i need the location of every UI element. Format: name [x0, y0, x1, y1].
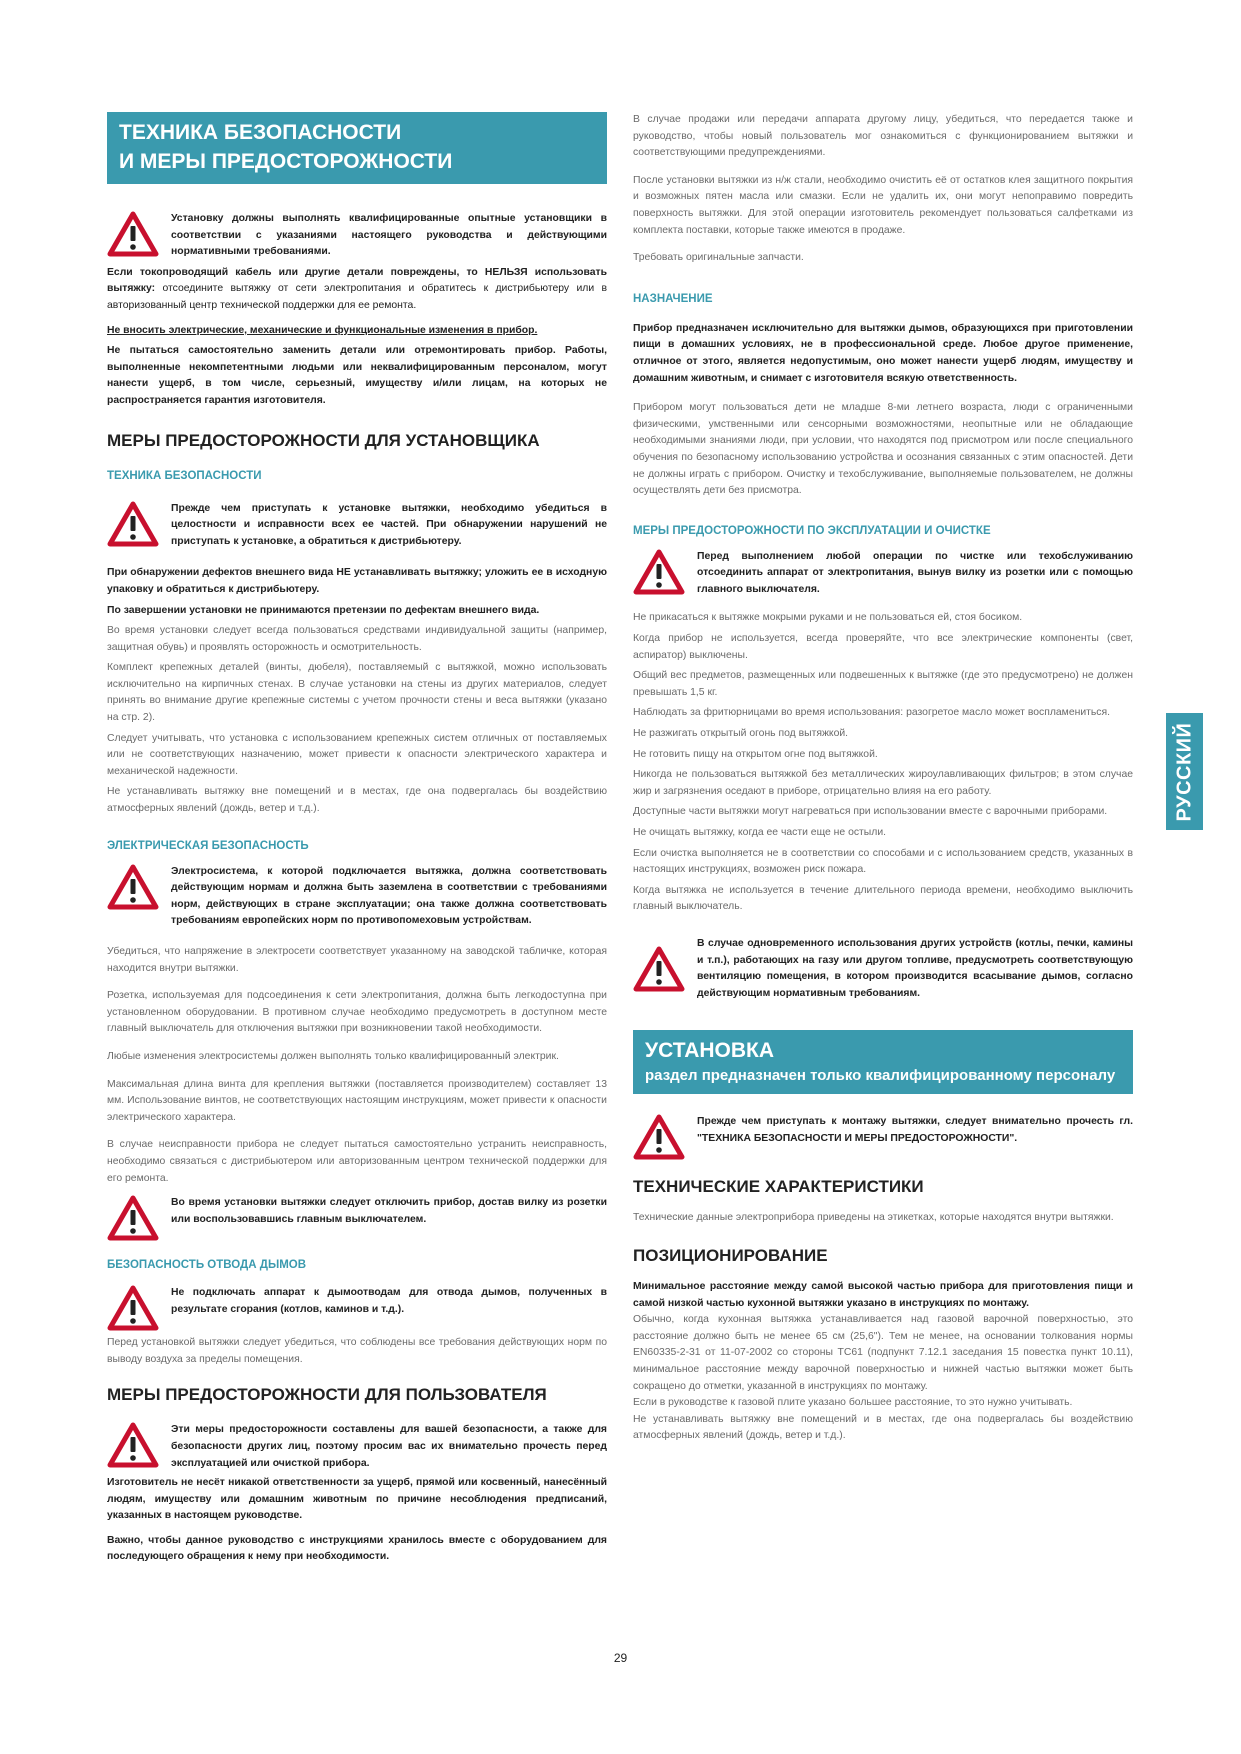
- paragraph: После установки вытяжки из н/ж стали, необходимо очистить её от остатков клея защитного покрытия и возможных пятен масла или смазки. Если не удалить их, они могут непоправимо повредить поверхность вытяжки. Для этой операции изготовитель рекомендует пользоваться салфетками из комплекта поставки, которые также имеются в продаже.: [633, 174, 1133, 236]
- subheading-smoke: БЕЗОПАСНОСТЬ ОТВОДА ДЫМОВ: [107, 1259, 307, 1272]
- language-tab-label: РУССКИЙ: [1173, 722, 1195, 821]
- warning-text: Установку должны выполнять квалифицированные опытные установщики в соответствии с указаниями настоящего руководства и действующими нормативными требованиями.: [171, 213, 607, 258]
- warning-block: [633, 1114, 1133, 1160]
- paragraph: Не очищать вытяжку, когда ее части еще не остыли.: [633, 827, 887, 838]
- paragraph: По завершении установки не принимаются претензии по дефектам внешнего вида.: [107, 604, 540, 616]
- paragraph: Прибор предназначен исключительно для вытяжки дымов, образующихся при приготовлении пищи в домашних условиях, не в профессиональной среде. Любое другое применение, отличное от этого, является недопустимым, оно может нанести ущерб людям, имуществу и домашним животным, и снимает с изготовителя всякую ответственность.: [633, 322, 1133, 384]
- subheading-safety: ТЕХНИКА БЕЗОПАСНОСТИ: [107, 469, 262, 482]
- paragraph: Убедиться, что напряжение в электросети соответствует указанному на заводской табличке, которая находится внутри вытяжки.: [107, 946, 607, 974]
- paragraph-bold: Если токопроводящий кабель или другие детали повреждены, то НЕЛЬЗЯ использовать вытяжку:: [107, 266, 607, 295]
- warning-block: [107, 1285, 607, 1331]
- warning-block: [107, 864, 607, 930]
- paragraph: Не устанавливать вытяжку вне помещений и в местах, где она подвергалась бы воздействию атмосферных явлений (дождь, ветер и т.д.).: [633, 1413, 1133, 1442]
- section-title-installation: [633, 1030, 1133, 1094]
- warning-text: В случае одновременного использования других устройств (котлы, печки, камины и т.п.), работающих на газу или другом топливе, предусмотреть соответствующую вентиляцию помещения, в котором производится всасывание дымов, согласно действующим нормативным требованиям.: [697, 937, 1133, 999]
- paragraph: Когда вытяжка не используется в течение длительного периода времени, необходимо выключить главный выключатель.: [633, 884, 1133, 913]
- paragraph: Никогда не пользоваться вытяжкой без металлических жироулавливающих фильтров; в этом случае жир и загрязнения оседают в приборе, отрицательно влияя на его работу.: [633, 769, 1133, 797]
- warning-text: Во время установки вытяжки следует отключить прибор, достав вилку из розетки или воспользовавшись главным выключателем.: [171, 1197, 607, 1225]
- subheading-operation: МЕРЫ ПРЕДОСТОРОЖНОСТИ ПО ЭКСПЛУАТАЦИИ И ОЧИСТКЕ: [633, 524, 991, 537]
- paragraph: Требовать оригинальные запчасти.: [633, 252, 804, 264]
- paragraph: Обычно, когда кухонная вытяжка устанавливается над газовой варочной поверхностью, это расстояние должно быть не менее 65 см (25,6"). Тем не менее, на основании толкования нормы EN60335-2-31 от 11-07-2002 со стороны TC61 (подпункт 7.12.1 заседания 15 повестка пункт 10.11), минимальное расстояние между варочной поверхностью и нижней частью вытяжки может быть сокращено до отметки, указанной в инструкциях по монтажу.: [633, 1314, 1133, 1392]
- heading-tech: ТЕХНИЧЕСКИЕ ХАРАКТЕРИСТИКИ: [633, 1177, 924, 1197]
- warning-triangle-icon: [107, 1195, 159, 1241]
- paragraph: Если в руководстве к газовой плите указано большее расстояние, то это нужно учитывать.: [633, 1397, 1073, 1409]
- paragraph-rest: отсоедините вытяжку от сети электропитания и обратитесь к дистрибьютеру или в авторизованный центр технической поддержки для ее ремонта.: [107, 283, 607, 311]
- paragraph: Во время установки следует всегда пользоваться средствами индивидуальной защиты (например, защитная обувь) и проявлять осторожность и осмотрительность.: [107, 625, 607, 653]
- section-title-text: УСТАНОВКА: [645, 1039, 775, 1063]
- warning-triangle-icon: [633, 549, 685, 595]
- warning-triangle-icon: [107, 1422, 159, 1468]
- warning-triangle-icon: [107, 211, 159, 257]
- subheading-purpose: НАЗНАЧЕНИЕ: [633, 292, 713, 305]
- warning-block: [633, 549, 1133, 599]
- paragraph: Перед установкой вытяжки следует убедиться, что соблюдены все требования действующих норм по выводу воздуха за пределы помещения.: [107, 1337, 607, 1365]
- paragraph: В случае неисправности прибора не следует пытаться самостоятельно устранить неисправность, необходимо связаться с дистрибьютером или авторизованным центром технической поддержки для его ремонта.: [107, 1139, 607, 1184]
- subheading-electric: ЭЛЕКТРИЧЕСКАЯ БЕЗОПАСНОСТЬ: [107, 839, 309, 852]
- paragraph: Комплект крепежных деталей (винты, дюбеля), поставляемый с вытяжкой, можно использовать исключительно на кирпичных стенах. В случае установки на стены из других материалов, следует принять во внимание другие крепежные системы с учетом прочности стены и веса вытяжки (указано на стр. 2).: [107, 662, 607, 724]
- left-column: [107, 112, 607, 1566]
- warning-block: [107, 211, 607, 261]
- warning-text: Прежде чем приступать к установке вытяжки, необходимо убедиться в целостности и исправности всех ее частей. При обнаружении нарушений не приступать к установке, а обратиться к дистрибьютеру.: [171, 502, 607, 547]
- paragraph: В случае продажи или передачи аппарата другому лицу, убедиться, что передается также и руководство, чтобы новый пользователь мог ознакомиться с функционированием вытяжки и соответствующими предупреждениями.: [633, 114, 1133, 159]
- paragraph: Следует учитывать, что установка с использованием крепежных систем отличных от поставляемых или не соответствующих назначению, может привести к опасности электрического характера и механической надежности.: [107, 732, 607, 777]
- warning-triangle-icon: [633, 946, 685, 992]
- paragraph: Не вносить электрические, механические и функциональные изменения в прибор.: [107, 324, 538, 336]
- paragraph: Если очистка выполняется не в соответствии со способами и с использованием средств, указанных в настоящих инструкциях, возможен риск пожара.: [633, 847, 1133, 876]
- section-title-text: ТЕХНИКА БЕЗОПАСНОСТИ И МЕРЫ ПРЕДОСТОРОЖНОСТИ: [119, 121, 453, 173]
- language-tab: [1166, 713, 1203, 830]
- warning-triangle-icon: [107, 1285, 159, 1331]
- warning-text: Не подключать аппарат к дымоотводам для отвода дымов, полученных в результате сгорания (котлов, каминов и т.д.).: [171, 1287, 607, 1315]
- paragraph: Доступные части вытяжки могут нагреваться при использовании вместе с варочными приборами.: [633, 806, 1108, 818]
- paragraph: Не пытаться самостоятельно заменить детали или отремонтировать прибор. Работы, выполненные некомпетентными людьми или неквалифицированным персоналом, могут нанести ущерб, в том числе, серьезный, имуществу и/или лицам, на которых не распространяется гарантия изготовителя.: [107, 345, 607, 406]
- paragraph: Изготовитель не несёт никакой ответственности за ущерб, прямой или косвенный, нанесённый людям, имуществу или домашним животным по причине несоблюдения предписаний, указанных в настоящем руководстве.: [107, 1477, 607, 1522]
- paragraph: При обнаружении дефектов внешнего вида НЕ устанавливать вытяжку; уложить ее в исходную упаковку и обратиться к дистрибьютеру.: [107, 567, 607, 595]
- paragraph: Наблюдать за фритюрницами во время использования: разогретое масло может воспламениться.: [633, 707, 1111, 719]
- heading-installer: МЕРЫ ПРЕДОСТОРОЖНОСТИ ДЛЯ УСТАНОВЩИКА: [107, 430, 540, 450]
- warning-block: [107, 1195, 607, 1241]
- warning-block: [107, 1422, 607, 1472]
- page-number: 29: [613, 1651, 628, 1665]
- warning-triangle-icon: [107, 864, 159, 910]
- paragraph: Важно, чтобы данное руководство с инструкциями хранилось вместе с оборудованием для последующего обращения к нему при необходимости.: [107, 1534, 607, 1563]
- paragraph: [107, 265, 607, 315]
- paragraph: Минимальное расстояние между самой высокой частью прибора для приготовления пищи и самой низкой частью кухонной вытяжки указано в инструкциях по монтажу.: [633, 1280, 1133, 1309]
- warning-text: Прежде чем приступать к монтажу вытяжки, следует внимательно прочесть гл. "ТЕХНИКА БЕЗОПАСНОСТИ И МЕРЫ ПРЕДОСТОРОЖНОСТИ".: [697, 1116, 1133, 1144]
- warning-triangle-icon: [107, 501, 159, 547]
- section-subtitle: раздел предназначен только квалифицированному персоналу: [645, 1067, 1116, 1085]
- warning-block: [633, 936, 1133, 1002]
- right-column: [633, 112, 1133, 1445]
- warning-block: [107, 501, 607, 551]
- warning-text: Электросистема, к которой подключается вытяжка, должна соответствовать действующим нормам и должна быть заземлена в соответствии с требованиями норм, действующих в стране эксплуатации; она также должна соответствовать требованиям европейских норм по противопомеховым устройствам.: [171, 865, 607, 927]
- paragraph: Общий вес предметов, размещенных или подвешенных к вытяжке (где это предусмотрено) не должен превышать 1,5 кг.: [633, 670, 1133, 698]
- paragraph: Технические данные электроприбора приведены на этикетках, которые находятся внутри вытяжки.: [633, 1212, 1114, 1224]
- warning-triangle-icon: [633, 1114, 685, 1160]
- paragraph: Прибором могут пользоваться дети не младше 8-ми летнего возраста, люди с ограниченными физическими, умственными или сенсорными возможностями, неопытные или не обладающие необходимыми знаниями люди, при условии, что находятся под присмотром или после специального обучения по безопасному использованию устройства и осознания связанных с этим опасностей. Дети не должны играть с прибором. Очистку и техобслуживание, выполняемые пользователем, не должны осуществлять дети без присмотра.: [633, 402, 1133, 497]
- paragraph: Когда прибор не используется, всегда проверяйте, что все электрические компоненты (свет, аспиратор) выключены.: [633, 633, 1133, 661]
- paragraph: Не готовить пищу на открытом огне под вытяжкой.: [633, 748, 878, 760]
- section-title-safety: [107, 112, 607, 184]
- paragraph: Не прикасаться к вытяжке мокрыми руками и не пользоваться ей, стоя босиком.: [633, 612, 1023, 624]
- paragraph: Любые изменения электросистемы должен выполнять только квалифицированный электрик.: [107, 1050, 559, 1062]
- paragraph: Не устанавливать вытяжку вне помещений и в местах, где она подвергалась бы воздействию атмосферных явлений (дождь, ветер и т.д.).: [107, 786, 607, 815]
- paragraph: Не разжигать открытый огонь под вытяжкой.: [633, 728, 849, 740]
- heading-user: МЕРЫ ПРЕДОСТОРОЖНОСТИ ДЛЯ ПОЛЬЗОВАТЕЛЯ: [107, 1385, 547, 1405]
- warning-text: Эти меры предосторожности составлены для вашей безопасности, а также для безопасности других лиц, поэтому просим вас их внимательно прочесть перед эксплуатацией или очисткой прибора.: [171, 1424, 607, 1469]
- warning-text: Перед выполнением любой операции по чистке или техобслуживанию отсоединить аппарат от электропитания, вынув вилку из розетки или с помощью главного выключателя.: [697, 550, 1133, 595]
- paragraph: Максимальная длина винта для крепления вытяжки (поставляется производителем) составляет 13 мм. Использование винтов, не соответствующих настоящим инструкциям, может привести к опасности электрического характера.: [107, 1078, 607, 1123]
- paragraph: Розетка, используемая для подсоединения к сети электропитания, должна быть легкодоступна при установленном оборудовании. В противном случае необходимо предусмотреть в доступном месте главный выключатель для отключения вытяжки при возникновении такой необходимости.: [107, 990, 607, 1035]
- heading-position: ПОЗИЦИОНИРОВАНИЕ: [633, 1245, 828, 1265]
